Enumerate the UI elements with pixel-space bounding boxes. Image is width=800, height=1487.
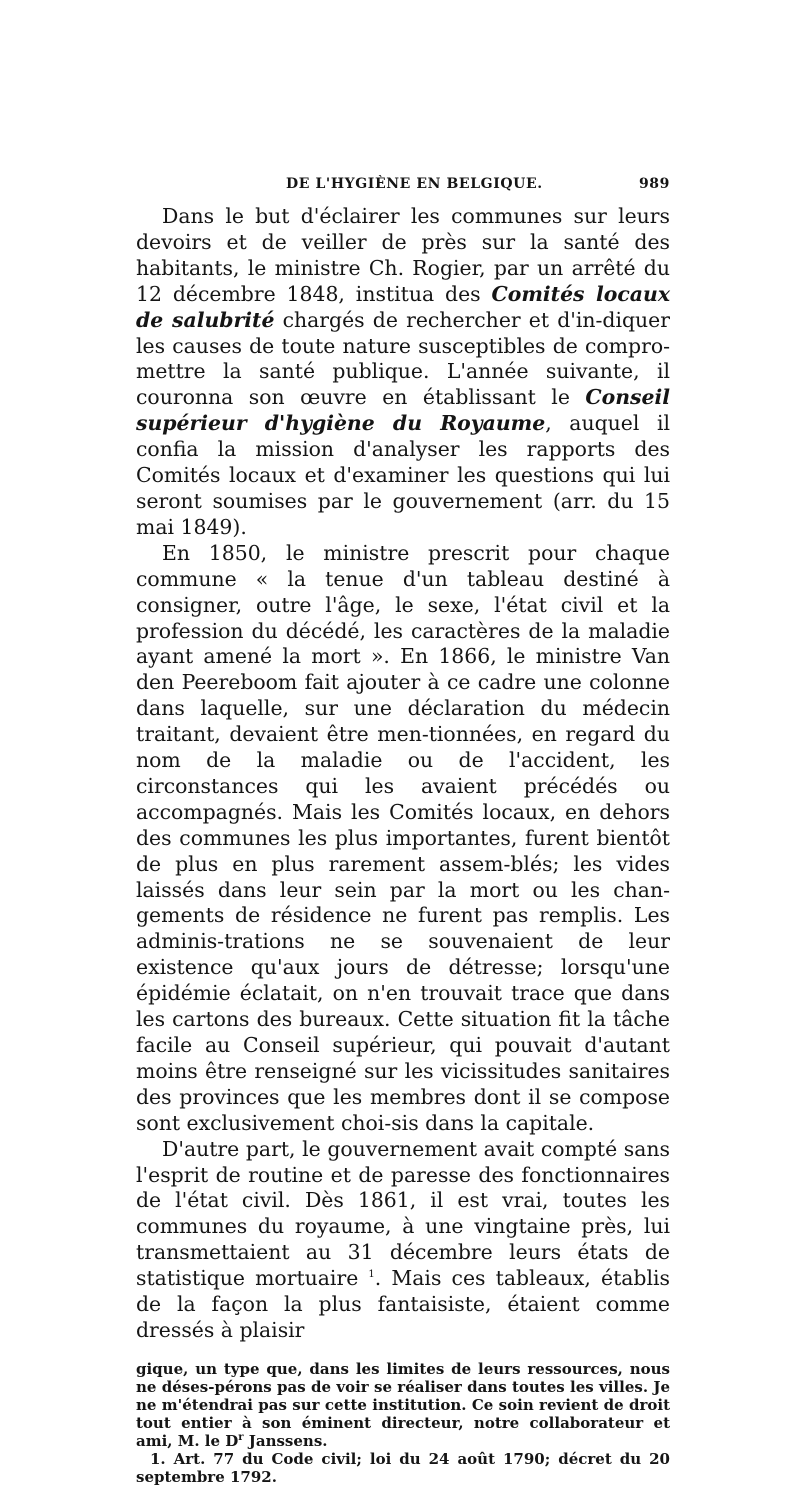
text-segment: . Mais ces tableaux, établis de la façon la plus fantaisiste, étaient comme dressés à plaisir <box>136 1266 670 1342</box>
emphasized-text: Comités locaux de salubrité <box>136 281 670 332</box>
footnote <box>136 1450 670 1486</box>
paragraph <box>136 1137 670 1344</box>
text-segment: En 1850, le ministre prescrit pour chaque commune « la tenue d'un tableau destiné à consigner, outre l'âge, le sexe, l'état civil et la profession du décédé, les caractères de la maladie ayant amené la mort ». En 1866, le ministre Van den Peereboom fait ajouter à ce cadre une colonne dans laquelle, sur une déclaration du médecin traitant, devaient être men-tionnées, en regard du nom de la maladie ou de l'accident, les circonstances qui les avaient précédés ou accompagnés. Mais les Comités locaux, en dehors des communes les plus importantes, furent bientôt de plus en plus rarement assem-blés; les vides laissés dans leur sein par la mort ou les chan-gements de résidence ne furent pas remplis. Les adminis-trations ne se souvenaient de leur existence qu'aux jours de détresse; lorsqu'une épidémie éclatait, on n'en trouvait trace que dans les cartons des bureaux. Cette situation fit la tâche facile au Conseil supérieur, qui pouvait d'autant moins être renseigné sur les vicissitudes sanitaires des provinces que les membres dont il se compose sont exclusivement choi-sis dans la capitale. <box>136 540 670 1135</box>
text-segment: , auquel il confia la mission d'analyser les rapports des Comités locaux et d'examiner les questions qui lui seront soumises par le gouvernement (arr. du 15 mai 1849). <box>136 411 670 539</box>
book-page <box>136 176 670 1487</box>
superscript: 1 <box>368 1269 375 1281</box>
running-title: DE L'HYGIÈNE EN BELGIQUE. <box>286 176 543 192</box>
main-text <box>136 204 670 1344</box>
running-header <box>136 176 670 204</box>
emphasized-text: Conseil supérieur d'hygiène du Royaume <box>136 385 670 436</box>
text-segment: gique, un type que, dans les limites de leurs ressources, nous ne déses-pérons pas de voir se réaliser dans toutes les villes. Je ne m'étendrai pas sur cette institution. Ce soin revient de droit tout entier à son éminent directeur, notre collaborateur et ami, M. le D <box>136 1359 670 1451</box>
superscript: r <box>238 1432 244 1444</box>
paragraph <box>136 541 670 1137</box>
paragraph <box>136 204 670 541</box>
footnotes <box>136 1360 670 1487</box>
text-segment: D'autre part, le gouvernement avait compté sans l'esprit de routine et de paresse des fonctionnaires de l'état civil. Dès 1861, il est vrai, toutes les communes du royaume, à une vingtaine près, lui transmettaient au 31 décembre leurs états de statistique mortuaire <box>136 1136 670 1291</box>
footnote-continuation <box>136 1360 670 1450</box>
text-segment: Dans le but d'éclairer les communes sur leurs devoirs et de veiller de près sur la santé des habitants, le ministre Ch. Rogier, par un arrêté du 12 décembre 1848, institua des <box>136 204 670 306</box>
text-segment: 1. Art. 77 du Code civil; loi du 24 août 1790; décret du 20 septembre 1792. <box>136 1450 670 1487</box>
text-segment: chargés de rechercher et d'in-diquer les causes de toute nature susceptibles de compro-mettre la santé publique. L'année suivante, il couronna son œuvre en établissant le <box>136 307 670 410</box>
page-number: 989 <box>638 176 670 192</box>
text-segment: Janssens. <box>243 1432 328 1451</box>
